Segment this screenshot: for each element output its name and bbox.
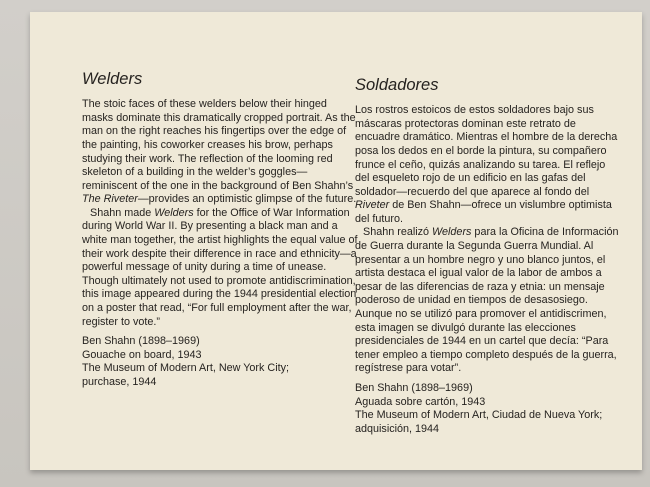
spanish-p1-artwork-title: Riveter	[355, 199, 390, 212]
english-paragraph-2	[82, 207, 358, 329]
spanish-credit-artist: Ben Shahn (1898–1969)	[355, 382, 473, 395]
english-p2-artwork-title: Welders	[154, 206, 194, 219]
english-p1-artwork-title: The Riveter	[82, 193, 138, 206]
spanish-p1-text-end: de Ben Shahn—ofrece un vislumbre optimista del futuro.	[355, 199, 612, 225]
english-p2-text: Shahn made	[90, 206, 155, 219]
spanish-column	[355, 70, 621, 436]
spanish-title: Soldadores	[355, 76, 439, 94]
spanish-credit-museum: The Museum of Modern Art, Ciudad de Nueva York;	[355, 409, 603, 422]
english-credit-museum: The Museum of Modern Art, New York City;	[82, 362, 290, 375]
spanish-paragraph-2	[355, 226, 621, 376]
english-p1-text: The stoic faces of these welders below their hinged masks dominate this dramatically cropped portrait. As the man on the right reaches his fingertips over the edge of the painting, his coworker creases his brow, perhaps studying their work. The reflection of the looming red skeleton of a building in the welder’s goggles—reminiscent of the one in the background of Ben Shahn’s	[82, 98, 356, 192]
english-paragraph-1	[82, 98, 358, 207]
spanish-paragraph-1	[355, 104, 621, 226]
spanish-credit-medium: Aguada sobre cartón, 1943	[355, 395, 486, 408]
english-credit-medium: Gouache on board, 1943	[82, 348, 202, 361]
english-credit-artist: Ben Shahn (1898–1969)	[82, 335, 200, 348]
english-credit-acquisition: purchase, 1944	[82, 376, 157, 389]
spanish-p2-text-end: para la Oficina de Información de Guerra durante la Segunda Guerra Mundial. Al presentar a un hombre negro y uno blanco juntos, el artista destaca el igual valor de la labor de ambos a pesar de las diferencias de raza y etnia: un mensaje poderoso de unidad en tiempos de desasosiego. Aunque no se utilizó para promover el antidiscrimen, esta imagen se divulgó durante las elecciones presidenciales de 1944 en un cartel que decía: “Para tener empleo a tiempo completo después de la guerra, regístrese para votar”.	[355, 226, 619, 375]
spanish-p2-text: Shahn realizó	[363, 226, 433, 239]
english-p1-text-end: —provides an optimistic glimpse of the future.	[137, 193, 357, 206]
english-p2-text-end: for the Office of War Information during World War II. By presenting a black man and a white man together, the artist highlights the equal value of their work despite their difference in race and ethnicity—a powerful message of unity during a time of unease. Though ultimately not used to promote antidiscrimination, this image appeared during the 1944 presidential election on a poster that read, “For full employment after the war, register to vote.”	[82, 206, 358, 328]
english-credits	[82, 335, 358, 389]
spanish-credits	[355, 382, 621, 436]
spanish-p1-text: Los rostros estoicos de estos soldadores bajo sus máscaras protectoras dominan este retrato de encuadre dramático. Mientras el hombre de la derecha posa los dedos en el borde la pintura, su compañero frunce el ceño, quizás analizando su tarea. El reflejo del esqueleto rojo de un edificio en las gafas del soldador—recuerdo del que aparece al fondo del	[355, 104, 618, 198]
wall-label-card	[30, 12, 642, 470]
english-column	[82, 70, 358, 390]
spanish-credit-acquisition: adquisición, 1944	[355, 422, 440, 435]
spanish-p2-artwork-title: Welders	[432, 226, 472, 239]
english-title: Welders	[82, 70, 143, 88]
